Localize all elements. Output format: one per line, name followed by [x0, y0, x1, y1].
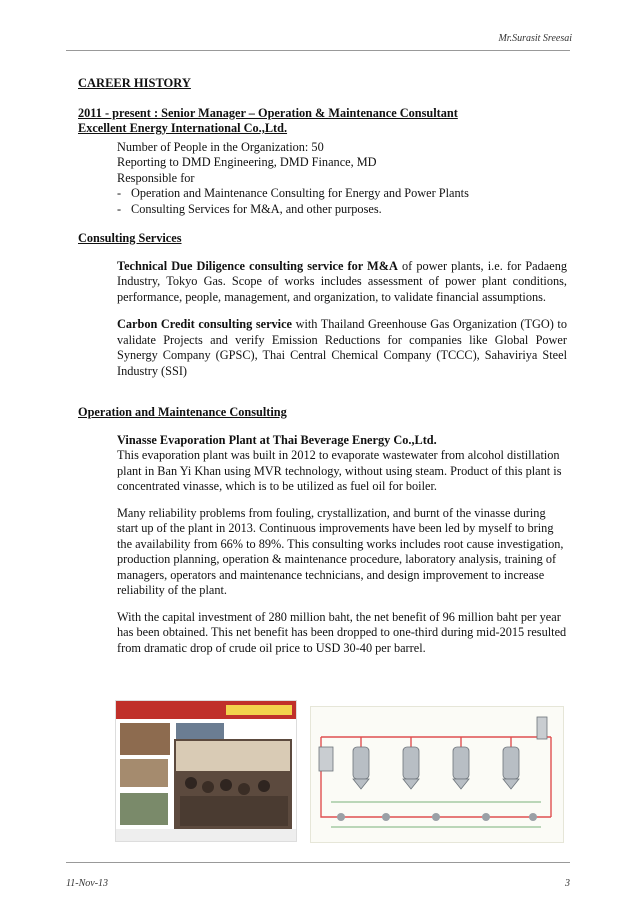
training-photo-icon [116, 701, 296, 841]
process-diagram-image [310, 706, 564, 843]
footer-date: 11-Nov-13 [66, 878, 109, 889]
image-row [115, 700, 565, 850]
bullet-item: - Operation and Maintenance Consulting for Energy and Power Plants [117, 186, 469, 200]
role-details [117, 140, 567, 218]
bullet-item: - Consulting Services for M&A, and other purposes. [117, 201, 382, 216]
consulting-services-title: Consulting Services [78, 231, 182, 245]
role-line: 2011 - present : Senior Manager – Operation & Maintenance Consultant [78, 105, 458, 120]
detail-line: Number of People in the Organization: 50 [117, 139, 324, 154]
company-name: Excellent Energy International Co.,Ltd. [78, 121, 288, 135]
page-content [78, 76, 568, 656]
detail-line: Reporting to DMD Engineering, DMD Finance, MD [117, 155, 377, 169]
plant-paragraph-3: With the capital investment of 280 million baht, the net benefit of 96 million baht per year has been obtained. This net benefit has been dropped to one-third during mid-2015 resulted from dramatic drop of crude oil price to USD 30-40 per barrel. [117, 609, 567, 655]
detail-line: Responsible for [117, 170, 195, 185]
header-author: Mr.Surasit Sreesai [498, 33, 572, 44]
carbon-credit-paragraph: Carbon Credit consulting service with Thailand Greenhouse Gas Organization (TGO) to validate Projects and verify Emission Reductions for companies like Global Power Synergy Company (GPSC), Thai Central Chemical Company (TCCC), Sahaviriya Steel Industry (SSI) [117, 317, 567, 378]
om-paragraphs [117, 433, 567, 657]
due-diligence-paragraph: Technical Due Diligence consulting service for M&A of power plants, i.e. for Padaeng Industry, Tokyo Gas. Scope of works includes assessment of power plant conditions, performance, people, management, and organization, to validate financial assumptions. [117, 258, 567, 304]
page-number: 3 [565, 878, 570, 889]
footer [66, 878, 570, 889]
career-history-title: CAREER HISTORY [78, 76, 191, 90]
evaporation-diagram-icon [311, 707, 563, 842]
plant-paragraph-2: Many reliability problems from fouling, crystallization, and burnt of the vinasse during start up of the plant in 2013. Continuous improvements have been led by myself to bring the availability from 66% to 89%. This consulting works includes root cause investigation, production planning, operation & maintenance procedure, laboratory analysis, training of managers, operators and maintenance technicians, and design improvement to increase reliability of the plant. [117, 505, 564, 597]
consulting-paragraphs [117, 259, 567, 380]
header-rule [66, 50, 570, 51]
footer-rule [66, 862, 570, 863]
training-slide-image [115, 700, 297, 842]
om-consulting-title: Operation and Maintenance Consulting [78, 405, 287, 419]
plant-paragraph-1: This evaporation plant was built in 2012 to evaporate wastewater from alcohol distillation plant in Ban Yi Khan using MVR technology, without using steam. Product of this plant is concentrated vinasse, which is to be utilized as fuel oil for boiler. [117, 448, 562, 493]
plant-title: Vinasse Evaporation Plant at Thai Beverage Energy Co.,Ltd. [117, 432, 437, 447]
